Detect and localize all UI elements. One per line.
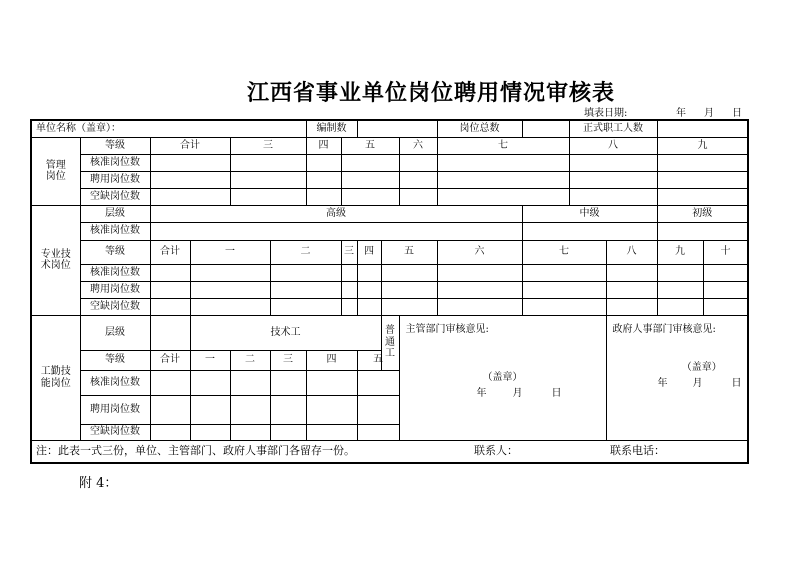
government-seal-label: （盖章）	[681, 361, 722, 373]
staffing-label: 编制数	[306, 120, 357, 137]
worker-value[interactable]	[190, 424, 230, 440]
professional-value[interactable]	[703, 298, 748, 315]
supervisor-seal-label: （盖章）	[482, 371, 523, 383]
professional-value[interactable]	[703, 281, 748, 298]
professional-grade-header: 八	[606, 240, 657, 264]
supervisor-date-day: 日	[551, 387, 562, 399]
fill-date-day: 日	[732, 108, 742, 119]
management-row-label: 聘用岗位数	[80, 171, 150, 188]
professional-grade-header: 五	[381, 240, 437, 264]
formal-staff-value[interactable]	[657, 120, 748, 137]
worker-value[interactable]	[270, 424, 306, 440]
professional-grade-header: 十	[703, 240, 748, 264]
professional-value[interactable]	[437, 264, 522, 281]
management-grade-header: 九	[657, 137, 748, 154]
professional-value[interactable]	[357, 264, 381, 281]
professional-level-intermediate: 中级	[522, 205, 657, 222]
professional-value[interactable]	[522, 298, 606, 315]
management-total-header: 合计	[150, 137, 230, 154]
management-value[interactable]	[341, 171, 399, 188]
professional-value[interactable]	[341, 281, 357, 298]
government-opinion-box[interactable]	[606, 315, 748, 440]
worker-value[interactable]	[190, 370, 230, 395]
supervisor-opinion-label: 主管部门审核意见:	[405, 323, 489, 335]
management-value[interactable]	[306, 188, 341, 205]
professional-value[interactable]	[381, 281, 437, 298]
management-value[interactable]	[399, 154, 437, 171]
professional-row-label: 聘用岗位数	[80, 281, 150, 298]
staffing-value[interactable]	[357, 120, 437, 137]
total-posts-value[interactable]	[522, 120, 569, 137]
professional-value[interactable]	[657, 264, 703, 281]
unit-name-label: 单位名称（盖章）：	[31, 120, 306, 137]
fill-date-row	[0, 104, 792, 118]
worker-value[interactable]	[306, 370, 357, 395]
professional-grade-header: 七	[522, 240, 606, 264]
professional-value[interactable]	[657, 281, 703, 298]
professional-total-value[interactable]	[150, 281, 190, 298]
worker-section-label: 工勤技 能岗位	[31, 315, 80, 440]
professional-grade-header: 二	[270, 240, 341, 264]
management-value[interactable]	[657, 188, 748, 205]
professional-value[interactable]	[522, 264, 606, 281]
management-value[interactable]	[230, 188, 306, 205]
worker-grade-header: 三	[270, 350, 306, 370]
professional-value[interactable]	[522, 281, 606, 298]
professional-value[interactable]	[437, 298, 522, 315]
professional-value[interactable]	[270, 298, 341, 315]
professional-value[interactable]	[190, 281, 270, 298]
management-total-value[interactable]	[150, 188, 230, 205]
worker-value[interactable]	[270, 395, 306, 424]
management-grade-label: 等级	[80, 137, 150, 154]
management-value[interactable]	[399, 171, 437, 188]
management-total-value[interactable]	[150, 154, 230, 171]
professional-value[interactable]	[270, 264, 341, 281]
professional-value[interactable]	[437, 281, 522, 298]
worker-grade-header: 一	[190, 350, 230, 370]
worker-grade-header: 二	[230, 350, 270, 370]
worker-row-label: 核准岗位数	[80, 370, 150, 395]
form-title: 江西省事业单位岗位聘用情况审核表	[246, 81, 615, 106]
worker-value[interactable]	[190, 395, 230, 424]
worker-grade-label: 等级	[80, 350, 150, 370]
professional-value[interactable]	[381, 264, 437, 281]
professional-senior-approved[interactable]	[150, 222, 522, 240]
fill-date-year: 年	[676, 108, 686, 119]
management-total-value[interactable]	[150, 171, 230, 188]
professional-row-label: 空缺岗位数	[80, 298, 150, 315]
government-date-month: 月	[692, 377, 703, 389]
professional-grade-header: 一	[190, 240, 270, 264]
management-value[interactable]	[230, 171, 306, 188]
professional-value[interactable]	[606, 264, 657, 281]
worker-value[interactable]	[306, 395, 357, 424]
note-row	[31, 440, 748, 463]
professional-total-value[interactable]	[150, 264, 190, 281]
professional-value[interactable]	[341, 298, 357, 315]
management-grade-header: 四	[306, 137, 341, 154]
professional-value[interactable]	[357, 298, 381, 315]
worker-grade-header: 五	[357, 350, 399, 370]
management-row-label: 核准岗位数	[80, 154, 150, 171]
worker-grade-header: 四	[306, 350, 357, 370]
management-grade-header: 七	[437, 137, 569, 154]
professional-grade-header: 九	[657, 240, 703, 264]
professional-section-label: 专业技 术岗位	[31, 205, 80, 315]
professional-grade-header: 六	[437, 240, 522, 264]
professional-value[interactable]	[270, 281, 341, 298]
professional-level-label: 层级	[80, 205, 150, 222]
management-value[interactable]	[437, 188, 569, 205]
management-value[interactable]	[399, 188, 437, 205]
professional-value[interactable]	[606, 281, 657, 298]
management-value[interactable]	[230, 154, 306, 171]
professional-value[interactable]	[703, 264, 748, 281]
worker-row-label: 空缺岗位数	[80, 424, 150, 440]
management-grade-header: 八	[569, 137, 657, 154]
professional-grade-header: 三	[341, 240, 357, 264]
management-row-label: 空缺岗位数	[80, 188, 150, 205]
management-value[interactable]	[306, 154, 341, 171]
review-form-table	[30, 119, 749, 464]
professional-grade-label: 等级	[80, 240, 150, 264]
worker-value[interactable]	[357, 395, 399, 424]
worker-value[interactable]	[357, 424, 399, 440]
worker-value[interactable]	[357, 370, 399, 395]
professional-value[interactable]	[381, 298, 437, 315]
worker-tech-header: 技术工	[190, 315, 381, 350]
supervisor-opinion-box[interactable]	[399, 315, 606, 440]
management-value[interactable]	[306, 171, 341, 188]
supervisor-date-year: 年	[476, 387, 487, 399]
appendix-label: 附 4：	[79, 476, 118, 491]
management-value[interactable]	[341, 188, 399, 205]
professional-value[interactable]	[357, 281, 381, 298]
government-opinion-label: 政府人事部门审核意见:	[612, 323, 716, 335]
worker-row-label: 聘用岗位数	[80, 395, 150, 424]
professional-total-value[interactable]	[150, 298, 190, 315]
management-value[interactable]	[569, 154, 657, 171]
management-value[interactable]	[341, 154, 399, 171]
worker-total-value[interactable]	[150, 424, 190, 440]
management-section-label: 管理 岗位	[31, 137, 80, 205]
supervisor-date-month: 月	[512, 387, 523, 399]
management-value[interactable]	[569, 188, 657, 205]
professional-level-senior: 高级	[150, 205, 522, 222]
professional-total-header: 合计	[150, 240, 190, 264]
government-date-day: 日	[731, 377, 742, 389]
worker-total-value[interactable]	[150, 395, 190, 424]
professional-grade-header: 四	[357, 240, 381, 264]
professional-junior-approved[interactable]	[657, 222, 748, 240]
note-text: 注：此表一式三份，单位、主管部门、政府人事部门各留存一份。	[36, 443, 355, 457]
professional-value[interactable]	[606, 298, 657, 315]
professional-row-label: 核准岗位数	[80, 264, 150, 281]
formal-staff-label: 正式职工人数	[569, 120, 657, 137]
total-posts-label: 岗位总数	[437, 120, 522, 137]
worker-total-header: 合计	[150, 350, 190, 370]
worker-value[interactable]	[270, 370, 306, 395]
fill-date-label: 填表日期:	[584, 108, 628, 119]
worker-value[interactable]	[306, 424, 357, 440]
management-grade-header: 三	[230, 137, 306, 154]
management-value[interactable]	[569, 171, 657, 188]
worker-value[interactable]	[230, 395, 270, 424]
management-value[interactable]	[437, 154, 569, 171]
professional-value[interactable]	[341, 264, 357, 281]
management-grade-header: 六	[399, 137, 437, 154]
worker-total-value[interactable]	[150, 370, 190, 395]
worker-value[interactable]	[230, 424, 270, 440]
management-value[interactable]	[657, 154, 748, 171]
management-value[interactable]	[657, 171, 748, 188]
professional-value[interactable]	[190, 264, 270, 281]
worker-value[interactable]	[230, 370, 270, 395]
professional-level-junior: 初级	[657, 205, 748, 222]
management-value[interactable]	[437, 171, 569, 188]
professional-approved-label: 核准岗位数	[80, 222, 150, 240]
worker-general-header: 普通 工	[381, 315, 399, 370]
phone-label: 联系电话：	[610, 443, 665, 457]
professional-value[interactable]	[190, 298, 270, 315]
contact-label: 联系人：	[474, 443, 518, 457]
professional-value[interactable]	[657, 298, 703, 315]
fill-date-month: 月	[704, 108, 714, 119]
professional-intermediate-approved[interactable]	[522, 222, 657, 240]
management-grade-header: 五	[341, 137, 399, 154]
government-date-year: 年	[657, 377, 668, 389]
worker-level-label: 层级	[80, 315, 150, 350]
worker-level-blank[interactable]	[150, 315, 190, 350]
